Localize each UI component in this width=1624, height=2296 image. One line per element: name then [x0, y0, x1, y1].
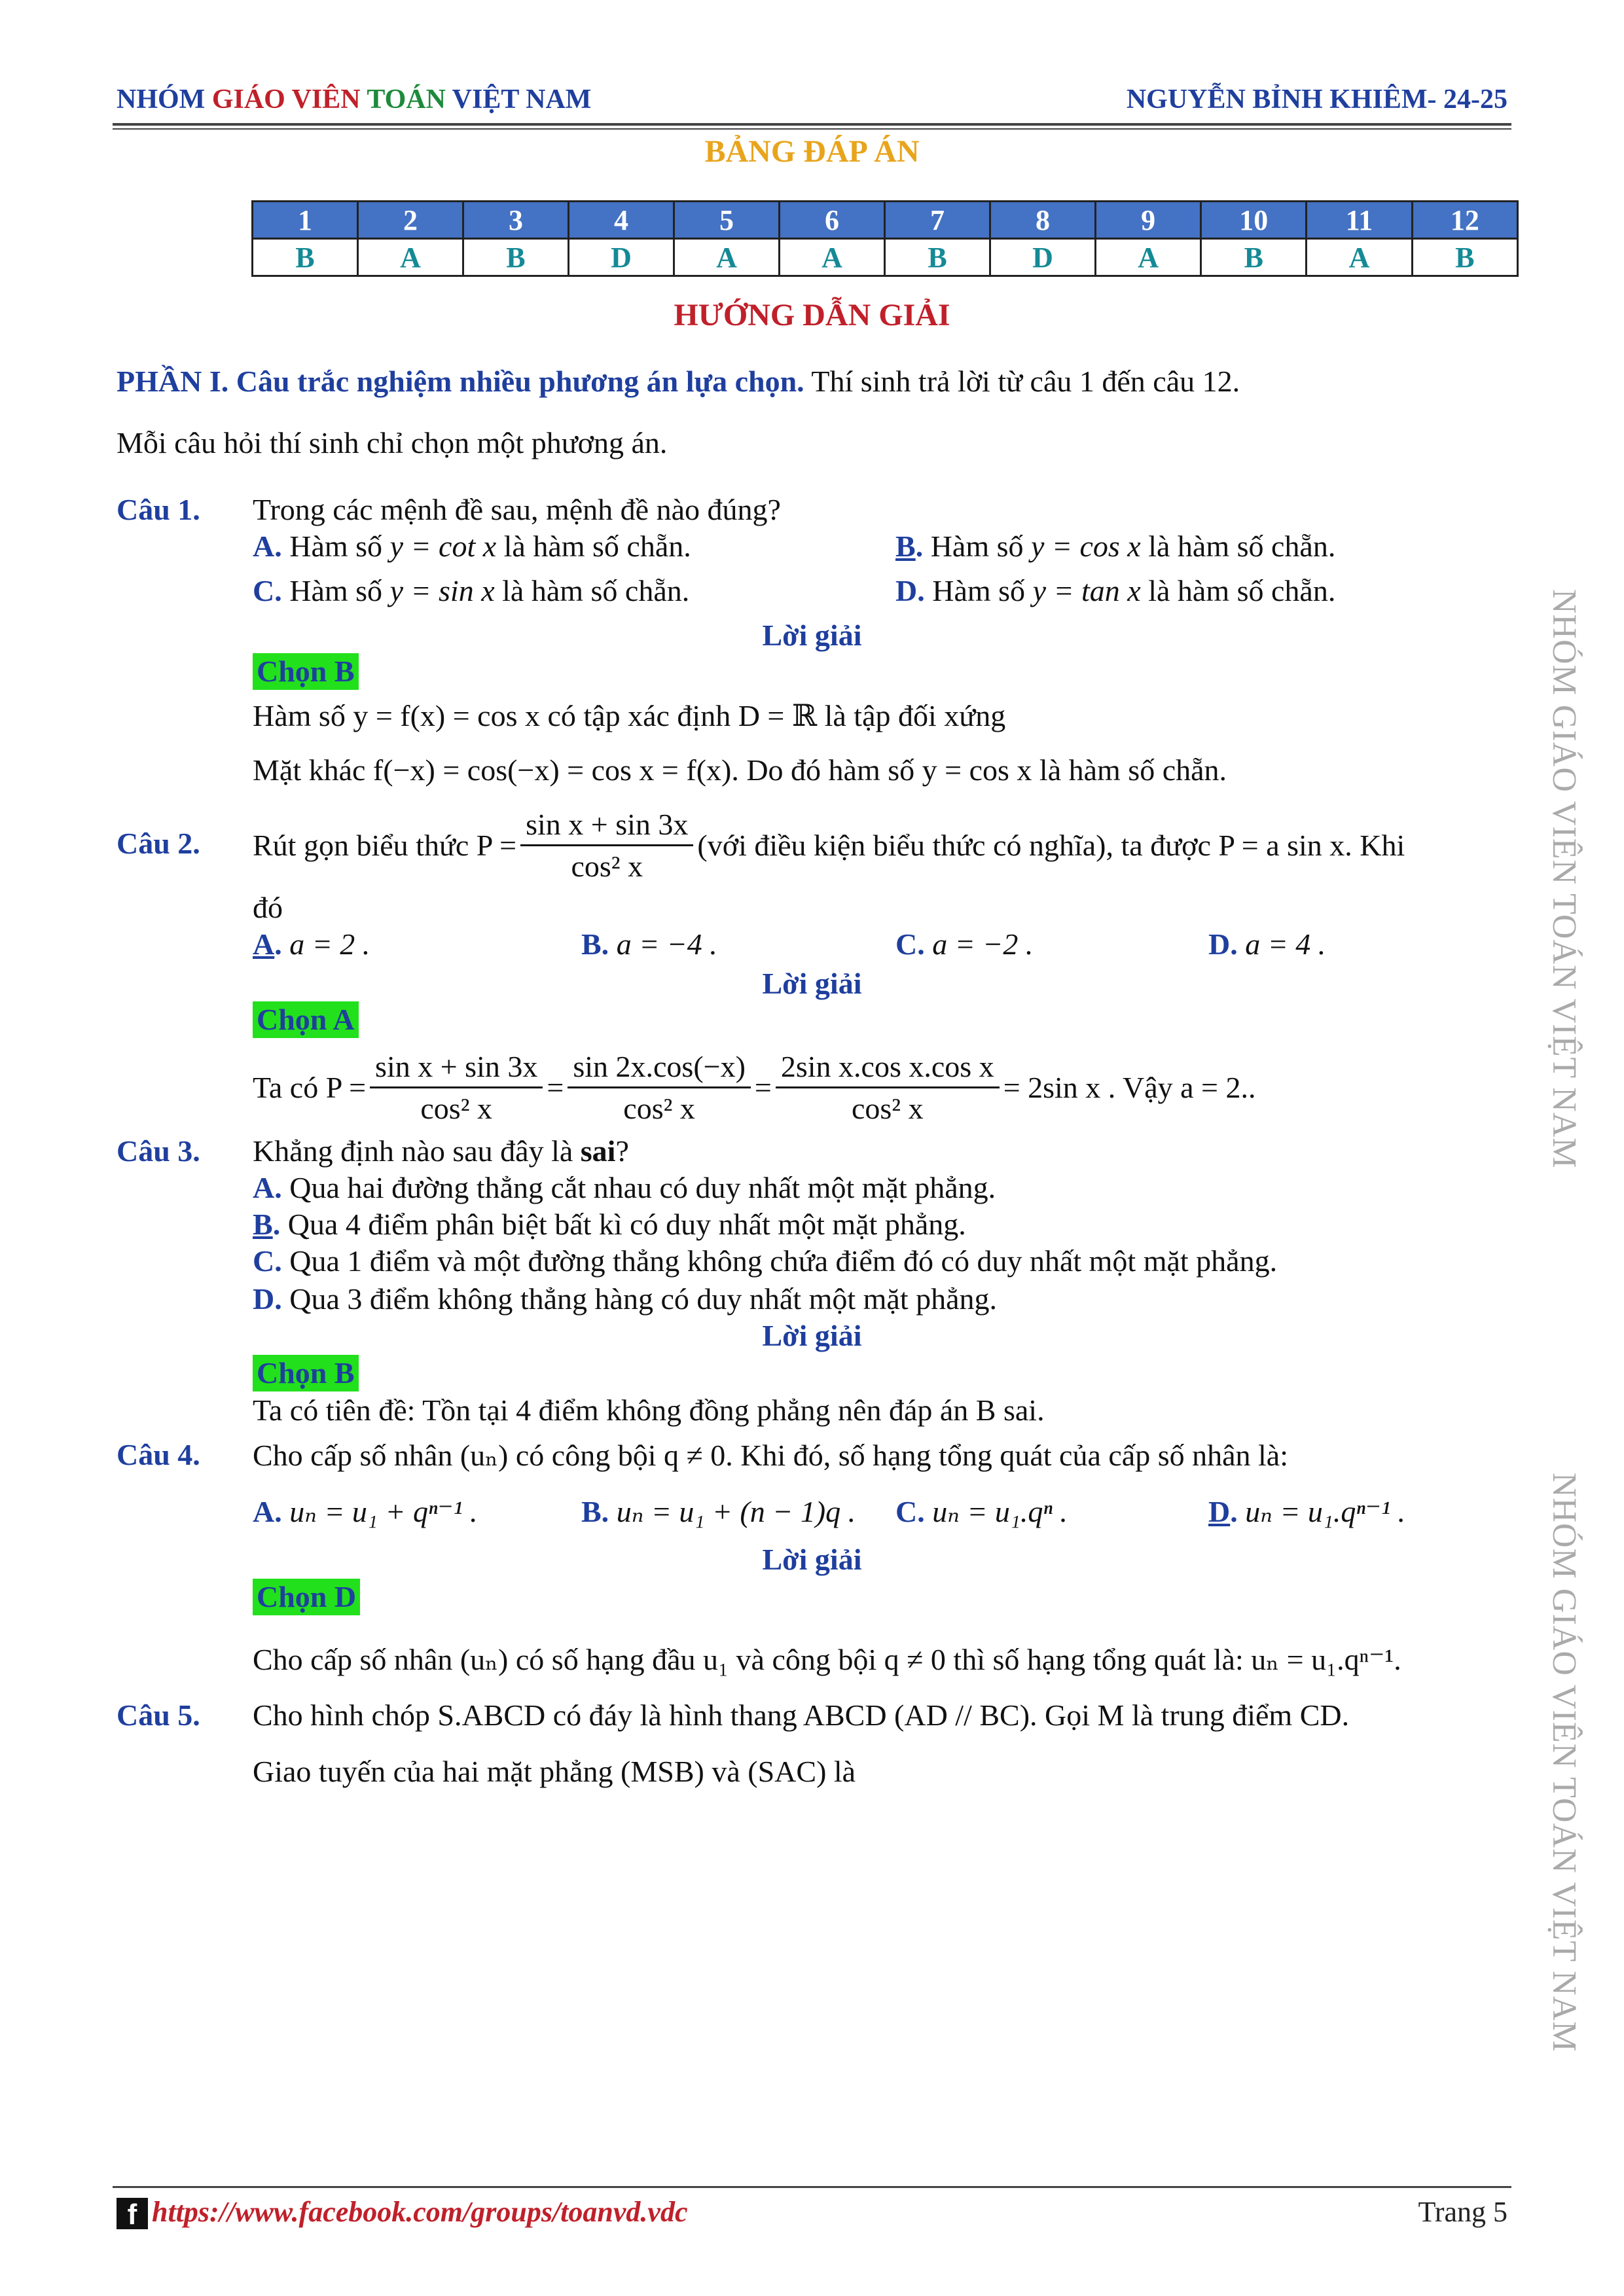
question-3-chosen-answer: Chọn B — [253, 1355, 359, 1391]
header-part-giao-vien: GIÁO VIÊN — [211, 84, 367, 115]
question-1-option-d: D. Hàm số y = tan x là hàm số chẵn. — [895, 574, 1336, 607]
question-3-option-b: B. Qua 4 điểm phân biệt bất kì có duy nhất một mặt phẳng. — [253, 1208, 966, 1241]
answer-letter: B — [885, 239, 990, 276]
answer-number: 3 — [463, 202, 569, 239]
answer-number: 1 — [253, 202, 358, 239]
part1-heading-bold: PHẦN I. Câu trắc nghiệm nhiều phương án lựa chọn. — [117, 365, 804, 398]
answer-letter: A — [1307, 239, 1412, 276]
question-4-solution-heading: Lời giải — [762, 1543, 862, 1576]
answer-number: 6 — [780, 202, 885, 239]
question-2-solution-heading: Lời giải — [762, 967, 862, 1000]
answer-table-answers-row — [253, 239, 1518, 276]
answer-letter: D — [568, 239, 674, 276]
answer-number: 8 — [990, 202, 1096, 239]
part1-heading — [117, 364, 1240, 399]
question-1-label: Câu 1. — [117, 493, 200, 526]
side-watermark-bottom: NHÓM GIÁO VIÊN TOÁN VIỆT NAM — [1545, 1473, 1583, 2053]
question-2-option-b: B. a = −4 . — [581, 927, 717, 961]
question-3-option-a: A. Qua hai đường thẳng cắt nhau có duy nhất một mặt phẳng. — [253, 1171, 996, 1204]
question-2-stem: Rút gọn biểu thức P = $\frac{\text{sin x + sin 3x}}{\text{cos² x}}$ (với điều kiện biểu thức có nghĩa), ta được P = a sin x. Khi — [253, 807, 1405, 883]
header-part-viet-nam: VIỆT NAM — [452, 84, 592, 115]
answer-letter: A — [357, 239, 463, 276]
facebook-group-link[interactable]: https://www.facebook.com/groups/toanvd.vdc — [152, 2196, 688, 2228]
question-4-option-d: D. uₙ = u₁.qⁿ⁻¹ . — [1208, 1495, 1405, 1528]
facebook-icon: f — [117, 2198, 148, 2229]
answer-table-numbers-row — [253, 202, 1518, 239]
answer-number: 5 — [674, 202, 780, 239]
answer-number: 10 — [1201, 202, 1307, 239]
question-3-stem: Khẳng định nào sau đây là sai? — [253, 1134, 629, 1168]
header-school: NGUYỄN BỈNH KHIÊM- 24-25 — [1126, 84, 1507, 115]
question-3-solution-heading: Lời giải — [762, 1319, 862, 1352]
question-2-chosen-answer: Chọn A — [253, 1001, 359, 1038]
question-1-solution-line-1: Hàm số y = f(x) = cos x có tập xác định D = ℝ là tập đối xứng — [253, 699, 1006, 732]
answer-letter: A — [780, 239, 885, 276]
guide-title: HƯỚNG DẪN GIẢI — [674, 298, 950, 332]
question-3-label: Câu 3. — [117, 1134, 200, 1168]
question-2-fraction: $\frac{\text{sin x + sin 3x}}{\text{cos² x}}$ — [520, 807, 693, 884]
question-4-option-a: A. uₙ = u₁ + qⁿ⁻¹ . — [253, 1495, 478, 1528]
question-2-option-d: D. a = 4 . — [1208, 927, 1326, 961]
answer-letter: A — [1096, 239, 1201, 276]
part1-note: Mỗi câu hỏi thí sinh chỉ chọn một phương án. — [117, 426, 668, 459]
question-4-stem: Cho cấp số nhân (uₙ) có công bội q ≠ 0. Khi đó, số hạng tổng quát của cấp số nhân là: — [253, 1439, 1288, 1472]
answer-number: 12 — [1412, 202, 1517, 239]
question-4-solution: Cho cấp số nhân (uₙ) có số hạng đầu u₁ và công bội q ≠ 0 thì số hạng tổng quát là: uₙ = u₁.qⁿ⁻¹. — [253, 1643, 1401, 1676]
question-2-label: Câu 2. — [117, 827, 200, 860]
header-part-nhom: NHÓM — [117, 84, 212, 115]
question-2-stem-line-2: đó — [253, 891, 283, 924]
question-1-stem: Trong các mệnh đề sau, mệnh đề nào đúng? — [253, 493, 781, 526]
question-1-option-b: B. Hàm số y = cos x là hàm số chẵn. — [895, 529, 1336, 563]
answer-letter: B — [1201, 239, 1307, 276]
header-divider — [113, 123, 1511, 126]
question-4-label: Câu 4. — [117, 1438, 200, 1471]
answer-letter: B — [253, 239, 358, 276]
side-watermark-top: NHÓM GIÁO VIÊN TOÁN VIỆT NAM — [1545, 589, 1583, 1169]
question-1-solution-heading: Lời giải — [762, 619, 862, 652]
header-part-toan: TOÁN — [367, 84, 452, 115]
part1-heading-rest: Thí sinh trả lời từ câu 1 đến câu 12. — [804, 365, 1240, 398]
header-divider-thin — [113, 128, 1511, 130]
question-2-option-c: C. a = −2 . — [895, 927, 1034, 961]
question-2-solution: Ta có P = $\frac{\text{sin x + sin 3x}}{\text{cos² x}}$ = $\frac{\sin 2x.\cos(-x)}{\text{cos² x}}$ = $\frac{\text{2sin x.cos x.cos x}}{\text{cos² x}}$ = 2sin x . Vậy a = 2.. — [253, 1049, 1256, 1125]
answer-number: 9 — [1096, 202, 1201, 239]
answer-letter: B — [1412, 239, 1517, 276]
question-1-solution-line-2: Mặt khác f(−x) = cos(−x) = cos x = f(x). Do đó hàm số y = cos x là hàm số chẵn. — [253, 753, 1227, 787]
footer-divider — [113, 2186, 1511, 2188]
answer-table-title: BẢNG ĐÁP ÁN — [704, 134, 920, 169]
question-1-option-c: C. Hàm số y = sin x là hàm số chẵn. — [253, 574, 690, 607]
question-3-option-c: C. Qua 1 điểm và một đường thẳng không chứa điểm đó có duy nhất một mặt phẳng. — [253, 1244, 1278, 1278]
question-3-solution: Ta có tiên đề: Tồn tại 4 điểm không đồng phẳng nên đáp án B sai. — [253, 1393, 1045, 1427]
answer-table — [251, 200, 1519, 277]
question-3-option-d: D. Qua 3 điểm không thẳng hàng có duy nhất một mặt phẳng. — [253, 1282, 998, 1316]
question-5-line-2: Giao tuyến của hai mặt phẳng (MSB) và (SAC) là — [253, 1755, 856, 1788]
question-2-option-a: A. a = 2 . — [253, 927, 370, 961]
question-1-chosen-answer: Chọn B — [253, 653, 359, 690]
page-number: Trang 5 — [1418, 2196, 1507, 2228]
answer-letter: B — [463, 239, 569, 276]
question-4-option-c: C. uₙ = u₁.qⁿ . — [895, 1495, 1068, 1528]
question-5-label: Câu 5. — [117, 1698, 200, 1732]
question-1-option-a: A. Hàm số y = cot x là hàm số chẵn. — [253, 529, 691, 563]
question-4-chosen-answer: Chọn D — [253, 1579, 360, 1615]
answer-letter: A — [674, 239, 780, 276]
question-5-line-1: Cho hình chóp S.ABCD có đáy là hình thang ABCD (AD // BC). Gọi M là trung điểm CD. — [253, 1698, 1350, 1732]
question-4-option-b: B. uₙ = u₁ + (n − 1)q . — [581, 1495, 856, 1528]
answer-letter: D — [990, 239, 1096, 276]
header-group-name — [117, 84, 591, 115]
answer-number: 2 — [357, 202, 463, 239]
answer-number: 11 — [1307, 202, 1412, 239]
answer-number: 7 — [885, 202, 990, 239]
answer-number: 4 — [568, 202, 674, 239]
